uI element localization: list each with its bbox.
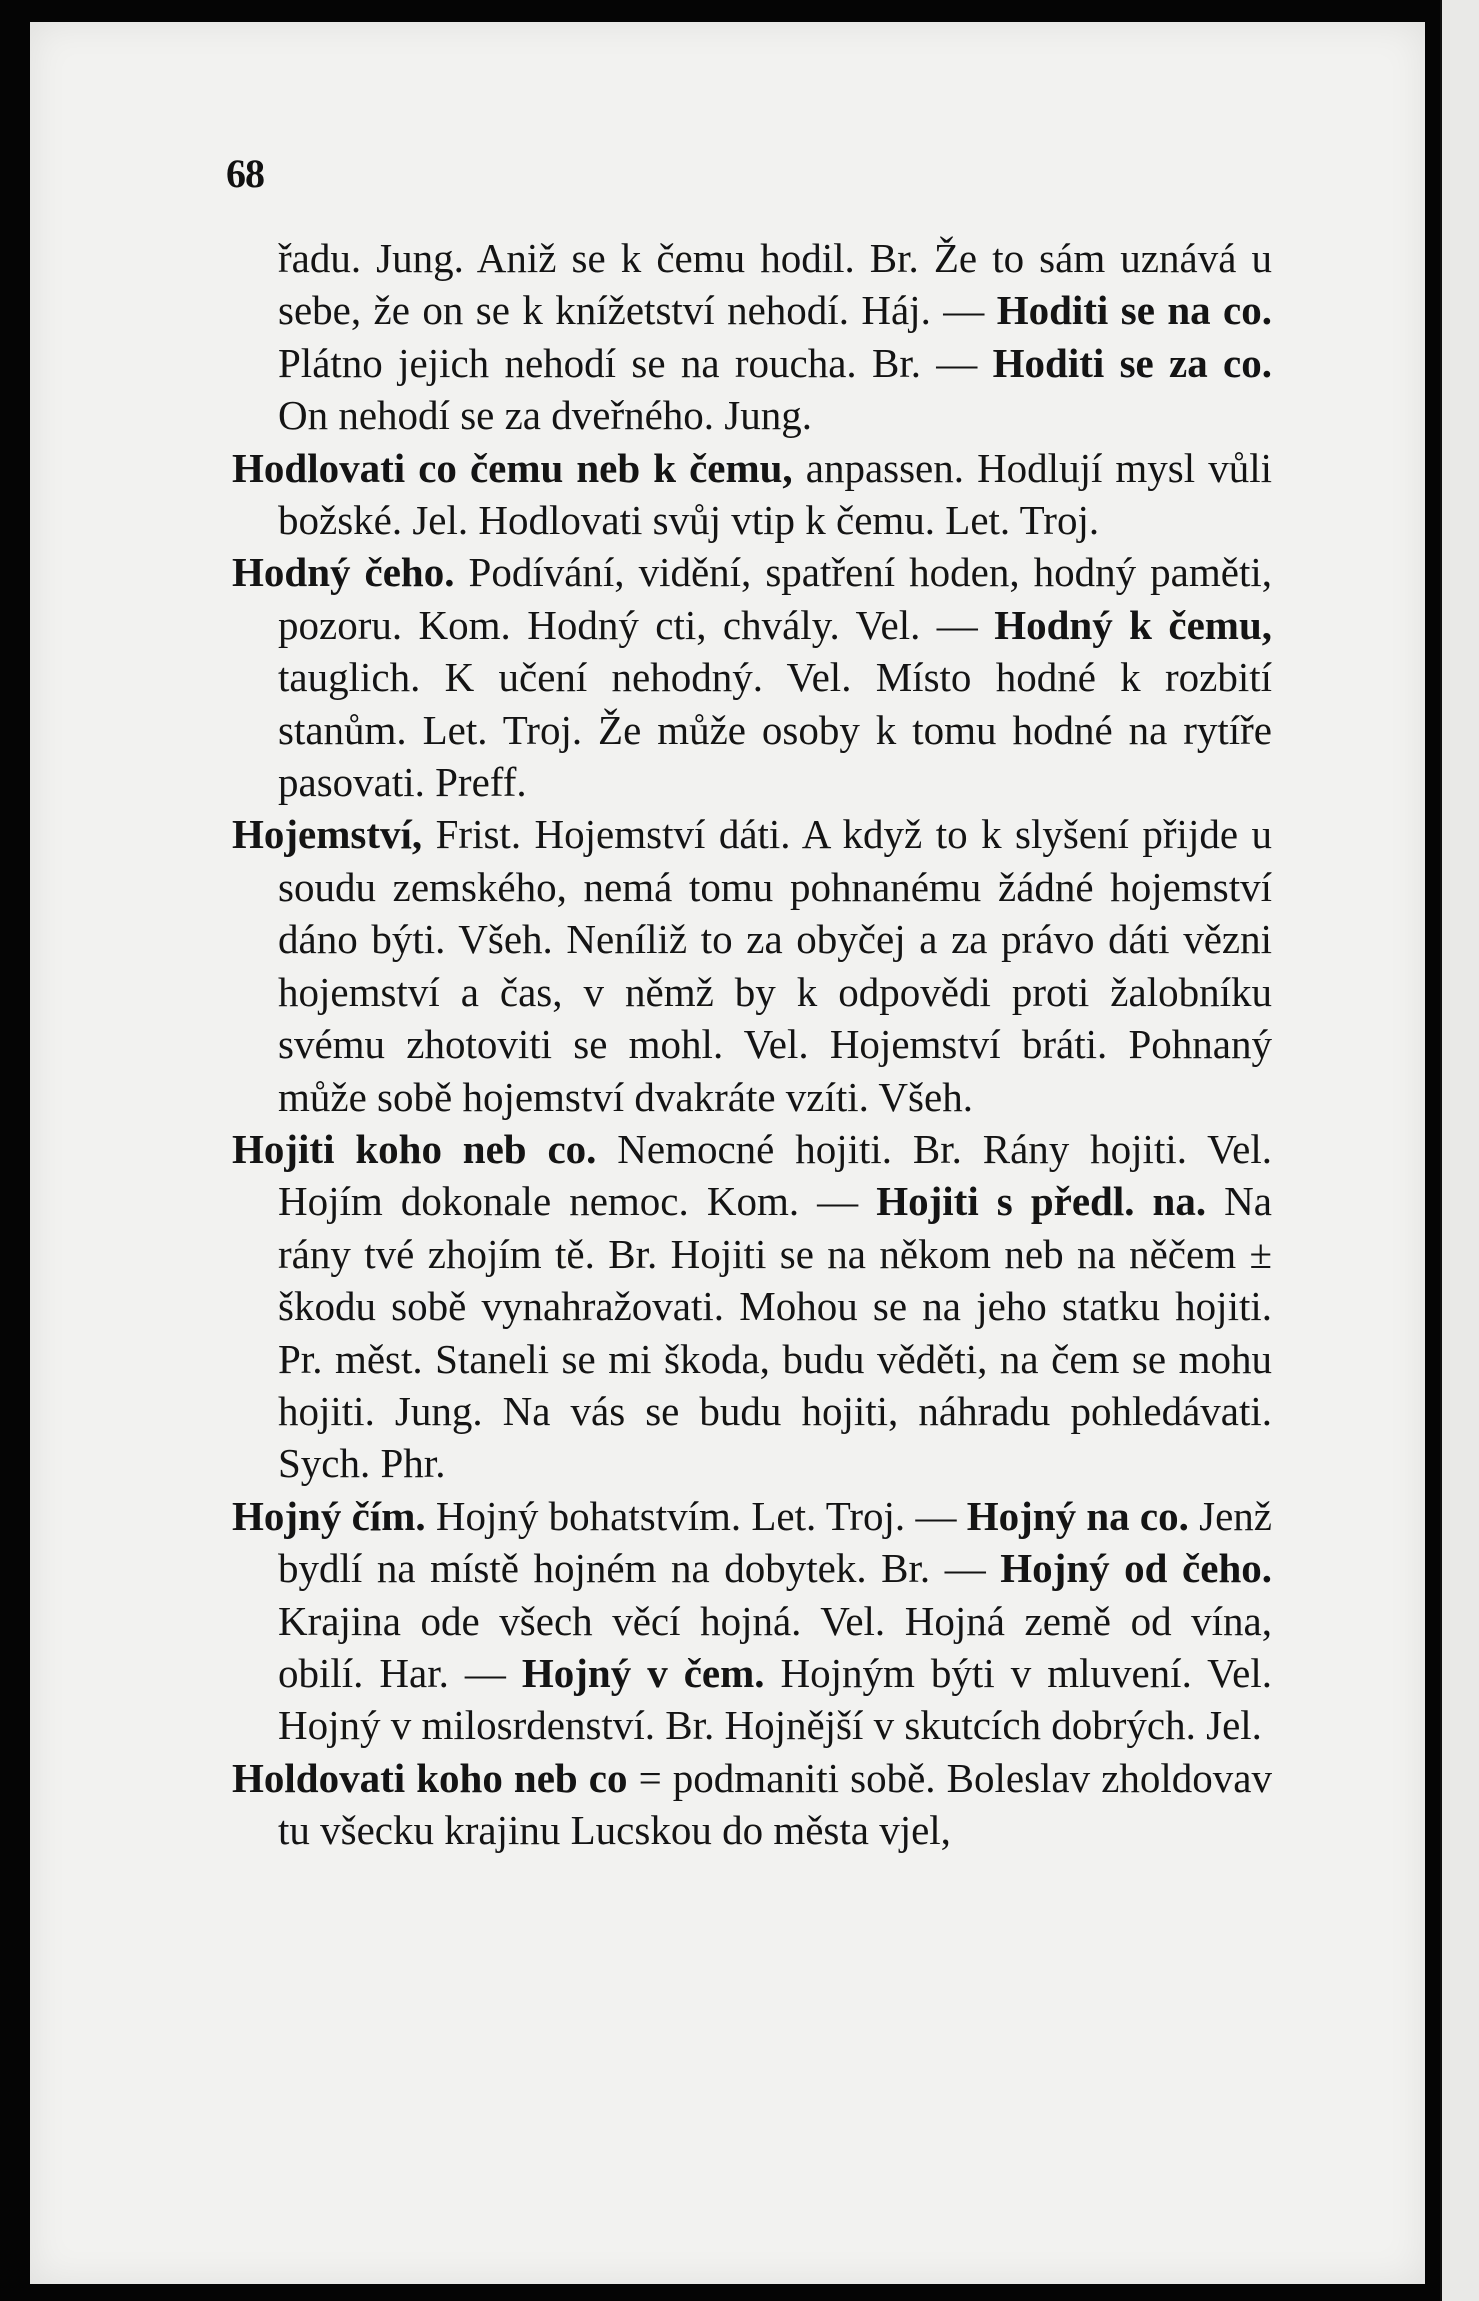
entry-holdovati (232, 1752, 1272, 1857)
entry-text: Hojným býti v mluvení. Vel. Hojný v milosrdenství. Br. Hojnější v skutcích dobrých. Jel. (278, 1649, 1272, 1749)
entry-headword: Hojný čím. (232, 1492, 426, 1539)
entry-hodlovati (232, 442, 1272, 547)
entry-subheadword: Hodný k čemu, (994, 601, 1272, 648)
entry-hojny (232, 1490, 1272, 1752)
entry-subheadword: Hojný v čem. (521, 1649, 765, 1696)
entry-hodny (232, 546, 1272, 808)
entry-text: Podívání, vidění, spatření hoden, hodný paměti, pozoru. Kom. Hodný cti, chvály. Vel. — (278, 549, 1272, 648)
entry-text: anpassen. Hodlují mysl vůli božské. Jel. Hodlovati svůj vtip k čemu. Let. Troj. (278, 444, 1272, 544)
entry-subheadword: Hoditi se na co. (996, 287, 1272, 334)
entry-text: = podmaniti sobě. Boleslav zholdovav tu všecku krajinu Lucskou do města vjel, (278, 1754, 1272, 1854)
entry-subheadword: Hoditi se za co. (992, 339, 1273, 386)
dictionary-text (232, 232, 1272, 1857)
entry-text: Jenž bydlí na místě hojném na dobytek. Br. — (278, 1492, 1272, 1592)
entry-subheadword: Hojný na co. (966, 1492, 1189, 1539)
entry-text: On nehodí se za dveřného. Jung. (278, 392, 813, 439)
entry-subheadword: Hojiti s předl. na. (876, 1178, 1207, 1225)
entry-hoditi (232, 232, 1272, 442)
page-number: 68 (226, 151, 264, 196)
entry-text: tauglich. K učení nehodný. Vel. Místo hodné k rozbití stanům. Let. Troj. Že může osoby k tomu hodné na rytíře pasovati. Preff. (278, 654, 1272, 806)
entry-text: Krajina ode všech věcí hojná. Vel. Hojná země od vína, obilí. Har. — (278, 1597, 1272, 1696)
entry-headword: Hodný čeho. (232, 549, 455, 596)
entry-text: Frist. Hojemství dáti. A když to k slyšení přijde u soudu zemského, nemá tomu pohnanému žádné hojemství dáno býti. Všeh. Neníliž to za obyčej a za právo dáti vězni hojemství a čas, v němž by k odpovědi proti žalobníku svému zhotoviti se mohl. Vel. Hojemství bráti. Pohnaný může sobě hojemství dvakráte vzíti. Všeh. (278, 811, 1272, 1120)
entry-subheadword: Hojný od čeho. (1000, 1545, 1272, 1592)
entry-text: Plátno jejich nehodí se na roucha. Br. — (278, 339, 993, 386)
entry-headword: Hojiti koho neb co. (232, 1125, 597, 1172)
adjacent-page-edge (1440, 0, 1479, 2301)
entry-hojemstvi (232, 808, 1272, 1122)
entry-headword: Hojemství, (232, 811, 423, 858)
entry-hojiti (232, 1123, 1272, 1490)
entry-text: řadu. Jung. Aniž se k čemu hodil. Br. Že to sám uznává u sebe, že on se k knížetství nehodí. Háj. — (278, 235, 1272, 334)
entry-headword: Holdovati koho neb co (232, 1754, 628, 1801)
entry-text: Na rány tvé zhojím tě. Br. Hojiti se na někom neb na něčem ± škodu sobě vynahražovati. Mohou se na jeho statku hojiti. Pr. měst. Staneli se mi škoda, budu věděti, na čem se mohu hojiti. Jung. Na vás se budu hojiti, náhradu pohledávati. Sych. Phr. (278, 1178, 1272, 1487)
entry-text: Hojný bohatstvím. Let. Troj. — (425, 1492, 967, 1539)
entry-headword: Hodlovati co čemu neb k čemu, (232, 444, 793, 491)
entry-text: Nemocné hojiti. Br. Rány hojiti. Vel. Hojím dokonale nemoc. Kom. — (278, 1125, 1272, 1225)
